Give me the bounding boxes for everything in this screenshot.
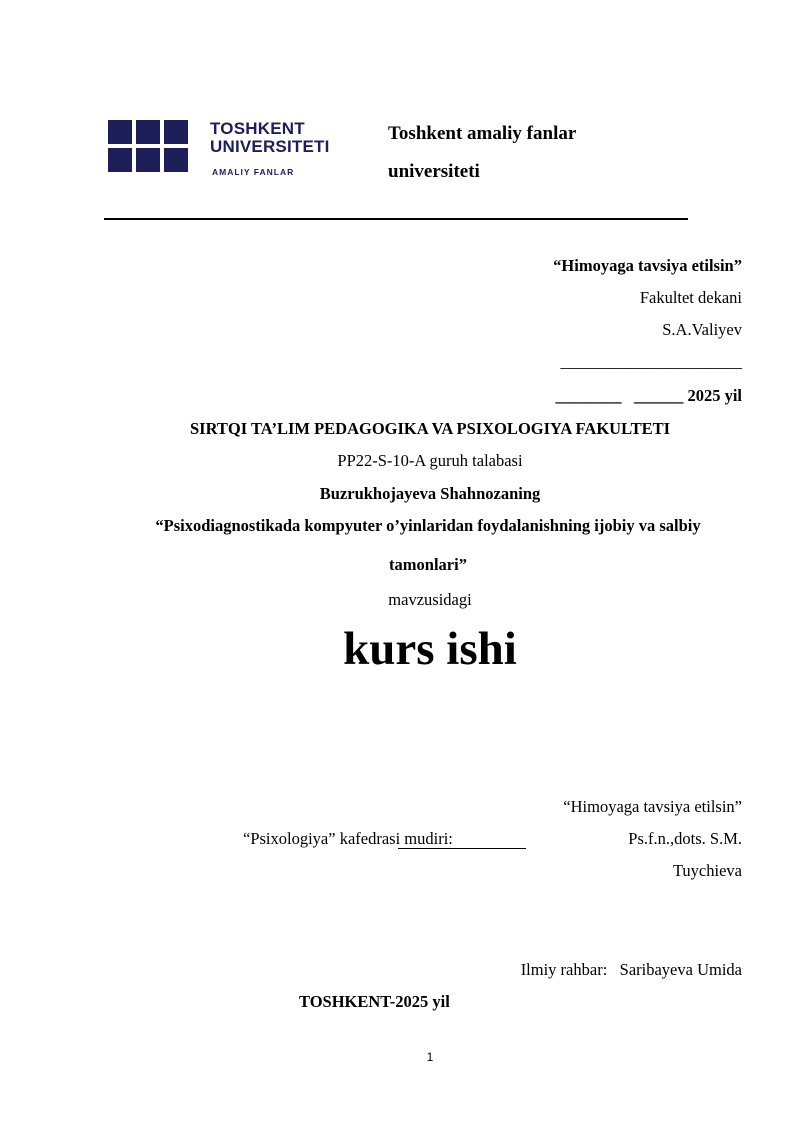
logo-text-line1: TOSHKENT [210, 119, 305, 138]
faculty-name: SIRTQI TA’LIM PEDAGOGIKA VA PSIXOLOGIYA FAKULTETI [189, 419, 671, 438]
approval-date: ________ ______ 2025 yil [555, 386, 742, 405]
logo-square [108, 148, 132, 172]
mavzusidagi-label: mavzusidagi [388, 590, 472, 609]
group-label: PP22-S-10-A guruh talabasi [337, 451, 523, 470]
logo-square [164, 148, 188, 172]
department-head-label-text: “Psixologiya” kafedrasi mudiri: [243, 829, 453, 848]
department-head-name-2: Tuychieva [672, 861, 742, 880]
supervisor-label: Ilmiy rahbar: [520, 960, 608, 979]
work-type-title: kurs ishi [343, 623, 517, 675]
logo-square [164, 120, 188, 144]
logo-text-line2: UNIVERSITETI [210, 137, 330, 156]
dean-name: S.A.Valiyev [662, 320, 742, 339]
department-head-label [243, 829, 453, 849]
supervisor-name: Saribayeva Umida [619, 960, 742, 979]
header-divider [104, 218, 688, 220]
department-head-signature-line [398, 848, 526, 849]
topic-line2: tamonlari” [389, 555, 467, 574]
approval-quote-top: “Himoyaga tavsiya etilsin” [553, 256, 742, 275]
university-logo [108, 120, 348, 180]
city-year: TOSHKENT-2025 yil [299, 992, 450, 1011]
dean-role: Fakultet dekani [639, 288, 742, 307]
dean-signature-line: ______________________ [560, 352, 742, 371]
student-name: Buzrukhojayeva Shahnozaning [319, 484, 541, 503]
logo-square [136, 120, 160, 144]
logo-square [108, 120, 132, 144]
topic-line1: “Psixodiagnostikada kompyuter o’yinlaridan foydalanishning ijobiy va salbiy [155, 516, 701, 535]
university-title-line2: universiteti [388, 161, 480, 182]
logo-square [136, 148, 160, 172]
logo-text-line3: AMALIY FANLAR [212, 167, 295, 177]
university-title-line1: Toshkent amaliy fanlar [388, 123, 577, 144]
university-title [388, 115, 576, 191]
supervisor [521, 960, 742, 980]
approval-quote-bottom: “Himoyaga tavsiya etilsin” [563, 797, 742, 816]
department-head-name-1: Ps.f.n.,dots. S.M. [628, 829, 742, 848]
page-number: 1 [426, 1050, 434, 1064]
